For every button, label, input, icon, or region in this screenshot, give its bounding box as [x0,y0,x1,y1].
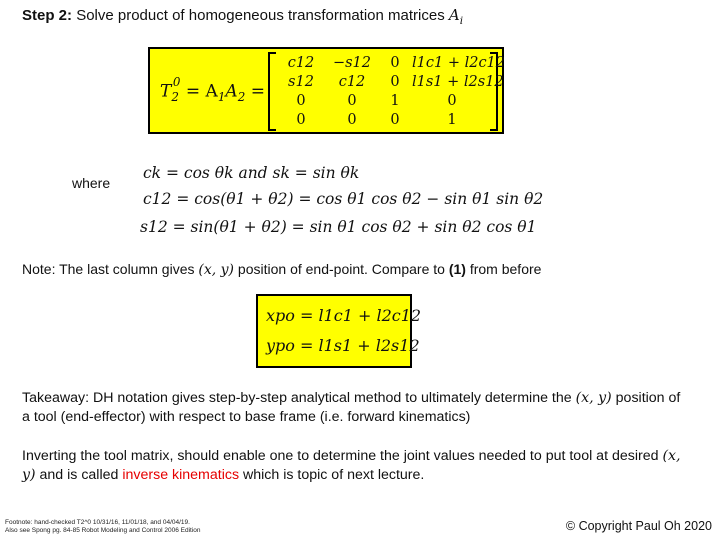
matrix-cell: l1s1 + l2s12 [412,74,504,90]
where-label: where [72,175,111,191]
matrix-cell: 1 [447,112,457,128]
inverting-paragraph: Inverting the tool matrix, should enable one to determine the joint values needed to put tool at desired (x, y) and is called inverse kinematics which is topic of next lecture. [22,448,681,483]
matrix-cell: c12 [338,74,366,90]
matrix-lhs: $T_2^0 = A_1A_2$ = [160,75,265,105]
matrix-cell: 0 [296,112,306,128]
matrix-cell: −s12 [332,55,372,71]
footnote: Footnote: hand-checked T2^0 10/31/16, 11/01/18, and 04/04/19. Also see Spong pg. 84-85 Robot Modeling and Control 2006 Edition [5,519,201,534]
matrix-cell: 0 [447,93,457,109]
matrix-cell: 0 [390,74,400,90]
takeaway-paragraph: Takeaway: DH notation gives step-by-step analytical method to ultimately determine the (x, y) position of a tool (end-effector) with respect to base frame (i.e. forward kinematics) [22,390,681,425]
matrix-cell: 0 [390,112,400,128]
equation-ck-sk: ck = cos θk and sk = sin θk [143,164,360,182]
matrix-cell: 1 [390,93,400,109]
end-point-box [256,294,422,368]
matrix-cell: 0 [296,93,306,109]
transformation-matrix-box [148,47,504,134]
step-symbol: $A_i$ [448,6,464,27]
step-label: Step 2: [22,7,73,24]
matrix-bracket [268,52,506,131]
equation-s12: s12 = sin(θ1 + θ2) = sin θ1 cos θ2 + sin θ2 cos θ1 [140,218,537,236]
matrix-cell: 0 [347,93,357,109]
copyright-text: © Copyright Paul Oh 2020 [565,519,712,533]
step-text: Solve product of homogeneous transformation matrices [76,7,445,24]
step-heading [22,6,463,27]
matrix-cell: 0 [347,112,357,128]
matrix-cell: s12 [288,74,314,90]
equation-c12: c12 = cos(θ1 + θ2) = cos θ1 cos θ2 − sin θ1 sin θ2 [143,190,544,208]
inverse-kinematics-highlight: inverse kinematics [122,467,240,483]
y-position-equation: ypo = l1s1 + l2s12 [266,336,420,355]
x-position-equation: xpo = l1c1 + l2c12 [266,306,422,325]
matrix-cell: l1c1 + l2c12 [412,55,506,71]
matrix-cell: c12 [287,55,315,71]
note-text: Note: The last column gives (x, y) position of end-point. Compare to (1) from before [22,261,542,278]
matrix-grid [276,54,506,130]
matrix-cell: 0 [390,55,400,71]
